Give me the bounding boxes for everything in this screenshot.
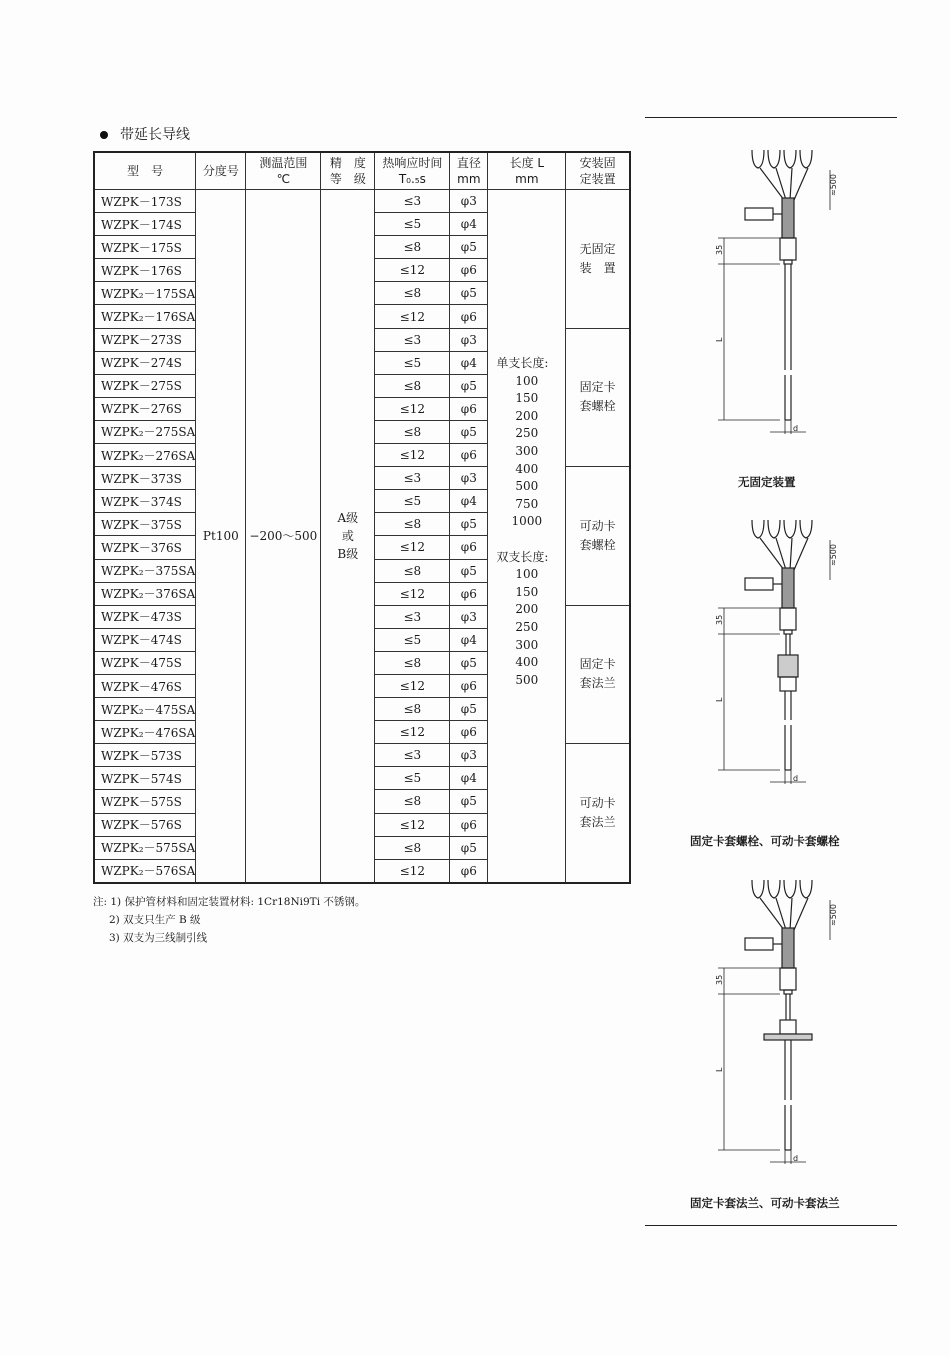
- graduation-cell: Pt100: [196, 190, 246, 883]
- header-graduation: 分度号: [196, 152, 246, 190]
- diameter-cell: φ5: [450, 236, 488, 259]
- diameter-cell: φ6: [450, 444, 488, 467]
- length-line: 单支长度:: [496, 356, 549, 370]
- mount-line: 固定卡: [579, 380, 616, 395]
- diameter-cell: φ5: [450, 836, 488, 859]
- diameter-cell: φ3: [450, 328, 488, 351]
- dim-wire-label: ≈500: [829, 544, 838, 566]
- mount-line: 套法兰: [579, 676, 616, 691]
- model-cell: WZPK－574S: [94, 767, 196, 790]
- header-diameter-l2: mm: [457, 172, 481, 186]
- length-line: 1000: [511, 514, 543, 529]
- model-cell: WZPK－575S: [94, 790, 196, 813]
- response-cell: ≤8: [375, 282, 450, 305]
- response-cell: ≤12: [375, 859, 450, 883]
- probe-diagram: [700, 870, 860, 1194]
- model-cell: WZPK－373S: [94, 467, 196, 490]
- accuracy-cell: [321, 190, 375, 883]
- diameter-cell: φ6: [450, 582, 488, 605]
- mount-cell: [566, 190, 630, 329]
- header-mount-l1: 安装固: [579, 156, 616, 170]
- length-line: 150: [515, 584, 539, 599]
- model-cell: WZPK－475S: [94, 651, 196, 674]
- model-cell: WZPK－274S: [94, 351, 196, 374]
- response-cell: ≤8: [375, 559, 450, 582]
- diameter-cell: φ6: [450, 397, 488, 420]
- model-cell: WZPK₂－175SA: [94, 282, 196, 305]
- mount-cell: [566, 744, 630, 883]
- header-diameter: [450, 152, 488, 190]
- dim-head-label: 35: [715, 974, 724, 985]
- diameter-cell: φ5: [450, 790, 488, 813]
- dim-diameter-label: d: [793, 424, 799, 433]
- length-line: 200: [515, 408, 539, 423]
- mount-cell: [566, 467, 630, 606]
- top-rule: [645, 117, 897, 118]
- response-cell: ≤8: [375, 698, 450, 721]
- diagram-caption: 固定卡套螺栓、可动卡套螺栓: [690, 834, 840, 848]
- length-line: 250: [515, 426, 539, 441]
- mount-line: 可动卡: [579, 518, 616, 533]
- length-line: 双支长度:: [496, 549, 549, 564]
- response-cell: ≤12: [375, 813, 450, 836]
- length-line: 300: [515, 637, 539, 652]
- length-line: 200: [515, 602, 539, 617]
- length-line: 500: [515, 672, 539, 687]
- note-3: 3) 双支为三线制引线: [109, 932, 208, 944]
- response-cell: ≤8: [375, 513, 450, 536]
- probe-diagram: [700, 510, 860, 814]
- response-cell: ≤3: [375, 467, 450, 490]
- length-line: 150: [515, 391, 539, 406]
- response-cell: ≤3: [375, 744, 450, 767]
- diagram-caption: 无固定装置: [738, 475, 796, 489]
- model-cell: WZPK－176S: [94, 259, 196, 282]
- response-cell: ≤5: [375, 490, 450, 513]
- header-accuracy: [321, 152, 375, 190]
- model-cell: WZPK₂－276SA: [94, 444, 196, 467]
- response-cell: ≤5: [375, 767, 450, 790]
- header-accuracy-l2: 等 级: [329, 172, 366, 186]
- note-1: 注: 1) 保护管材料和固定装置材料: 1Cr18Ni9Ti 不锈钢。: [93, 896, 366, 908]
- diameter-cell: φ6: [450, 259, 488, 282]
- spec-table: [93, 151, 631, 884]
- table-row: [94, 190, 630, 213]
- header-response-l1: 热响应时间: [382, 156, 443, 170]
- header-range-l2: ℃: [276, 172, 291, 186]
- response-cell: ≤3: [375, 328, 450, 351]
- mount-line: 可动卡: [579, 796, 616, 811]
- accuracy-line: A级: [337, 510, 359, 525]
- response-cell: ≤12: [375, 582, 450, 605]
- diameter-cell: φ5: [450, 282, 488, 305]
- bottom-rule: [645, 1225, 897, 1226]
- probe-diagram: [700, 140, 860, 464]
- response-cell: ≤12: [375, 444, 450, 467]
- header-response: [375, 152, 450, 190]
- dim-diameter-label: d: [793, 774, 799, 783]
- probe-drawing: [700, 510, 860, 810]
- response-cell: ≤12: [375, 536, 450, 559]
- diameter-cell: φ6: [450, 305, 488, 328]
- header-range-l1: 测温范围: [259, 156, 308, 170]
- response-cell: ≤12: [375, 397, 450, 420]
- table-header: [94, 152, 630, 190]
- diameter-cell: φ5: [450, 698, 488, 721]
- header-length: [488, 152, 566, 190]
- dim-diameter-label: d: [793, 1154, 799, 1163]
- mount-line: 装 置: [579, 260, 616, 275]
- diameter-cell: φ5: [450, 513, 488, 536]
- length-line: 250: [515, 619, 539, 634]
- diameter-cell: φ6: [450, 859, 488, 883]
- diameter-cell: φ4: [450, 213, 488, 236]
- model-cell: WZPK－374S: [94, 490, 196, 513]
- model-cell: WZPK₂－575SA: [94, 836, 196, 859]
- model-cell: WZPK－275S: [94, 374, 196, 397]
- model-cell: WZPK－573S: [94, 744, 196, 767]
- diameter-cell: φ4: [450, 628, 488, 651]
- response-cell: ≤5: [375, 213, 450, 236]
- mount-line: 固定卡: [579, 657, 616, 672]
- accuracy-line: B级: [337, 546, 359, 561]
- model-cell: WZPK－276S: [94, 397, 196, 420]
- probe-drawing: [700, 870, 860, 1190]
- model-cell: WZPK₂－376SA: [94, 582, 196, 605]
- diameter-cell: φ5: [450, 651, 488, 674]
- header-accuracy-l1: 精 度: [329, 156, 366, 170]
- range-cell: −200～500: [246, 190, 321, 883]
- dim-length-label: L: [715, 697, 724, 702]
- model-cell: WZPK₂－576SA: [94, 859, 196, 883]
- mount-line: 无固定: [579, 241, 616, 256]
- diameter-cell: φ3: [450, 744, 488, 767]
- mount-cell: [566, 328, 630, 467]
- length-line: 500: [515, 479, 539, 494]
- diameter-cell: φ5: [450, 374, 488, 397]
- response-cell: ≤12: [375, 721, 450, 744]
- length-line: 100: [515, 373, 539, 388]
- dim-wire-label: ≈500: [829, 174, 838, 196]
- response-cell: ≤3: [375, 605, 450, 628]
- model-cell: WZPK－173S: [94, 190, 196, 213]
- header-length-l1: 长度 L: [509, 156, 545, 170]
- header-length-l2: mm: [515, 172, 539, 186]
- model-cell: WZPK₂－275SA: [94, 420, 196, 443]
- response-cell: ≤8: [375, 236, 450, 259]
- model-cell: WZPK－375S: [94, 513, 196, 536]
- response-cell: ≤12: [375, 305, 450, 328]
- response-cell: ≤5: [375, 351, 450, 374]
- accuracy-line: 或: [341, 528, 354, 543]
- response-cell: ≤5: [375, 628, 450, 651]
- response-cell: ≤8: [375, 420, 450, 443]
- section-title-text: 带延长导线: [120, 127, 190, 143]
- length-line: 100: [515, 567, 539, 582]
- model-cell: WZPK－476S: [94, 674, 196, 697]
- diameter-cell: φ5: [450, 559, 488, 582]
- diameter-cell: φ6: [450, 813, 488, 836]
- response-cell: ≤12: [375, 259, 450, 282]
- model-cell: WZPK－576S: [94, 813, 196, 836]
- probe-drawing: [700, 140, 860, 460]
- response-cell: ≤8: [375, 651, 450, 674]
- model-cell: WZPK－473S: [94, 605, 196, 628]
- dim-wire-label: ≈500: [829, 904, 838, 926]
- note-2: 2) 双支只生产 B 级: [109, 914, 201, 926]
- response-cell: ≤8: [375, 836, 450, 859]
- diameter-cell: φ4: [450, 490, 488, 513]
- diameter-cell: φ6: [450, 674, 488, 697]
- response-cell: ≤3: [375, 190, 450, 213]
- diameter-cell: φ3: [450, 467, 488, 490]
- length-line: 300: [515, 443, 539, 458]
- diameter-cell: φ4: [450, 767, 488, 790]
- diagram-caption: 固定卡套法兰、可动卡套法兰: [690, 1196, 840, 1210]
- diameter-cell: φ6: [450, 721, 488, 744]
- dim-length-label: L: [715, 1067, 724, 1072]
- diameter-cell: φ4: [450, 351, 488, 374]
- model-cell: WZPK₂－475SA: [94, 698, 196, 721]
- dim-length-label: L: [715, 337, 724, 342]
- header-mount: [566, 152, 630, 190]
- model-cell: WZPK－474S: [94, 628, 196, 651]
- model-cell: WZPK－273S: [94, 328, 196, 351]
- length-line: [488, 531, 565, 549]
- header-mount-l2: 定装置: [579, 172, 616, 186]
- mount-line: 套螺栓: [579, 399, 616, 414]
- diameter-cell: φ3: [450, 190, 488, 213]
- length-cell: [488, 190, 566, 883]
- model-cell: WZPK₂－476SA: [94, 721, 196, 744]
- model-cell: WZPK－376S: [94, 536, 196, 559]
- mount-line: 套螺栓: [579, 537, 616, 552]
- header-diameter-l1: 直径: [456, 156, 481, 170]
- response-cell: ≤8: [375, 790, 450, 813]
- model-cell: WZPK₂－375SA: [94, 559, 196, 582]
- header-response-l2: T₀.₅s: [398, 172, 426, 186]
- notes: [93, 893, 365, 947]
- header-model: 型 号: [94, 152, 196, 190]
- model-cell: WZPK－175S: [94, 236, 196, 259]
- response-cell: ≤12: [375, 674, 450, 697]
- model-cell: WZPK₂－176SA: [94, 305, 196, 328]
- response-cell: ≤8: [375, 374, 450, 397]
- dim-head-label: 35: [715, 244, 724, 255]
- dim-head-label: 35: [715, 614, 724, 625]
- length-line: 750: [515, 496, 539, 511]
- diameter-cell: φ3: [450, 605, 488, 628]
- diameter-cell: φ6: [450, 536, 488, 559]
- mount-line: 套法兰: [579, 815, 616, 830]
- bullet-icon: [100, 131, 108, 139]
- length-line: 400: [515, 461, 539, 476]
- model-cell: WZPK－174S: [94, 213, 196, 236]
- header-range: [246, 152, 321, 190]
- length-line: 400: [515, 655, 539, 670]
- section-title: [100, 124, 190, 144]
- diameter-cell: φ5: [450, 420, 488, 443]
- mount-cell: [566, 605, 630, 744]
